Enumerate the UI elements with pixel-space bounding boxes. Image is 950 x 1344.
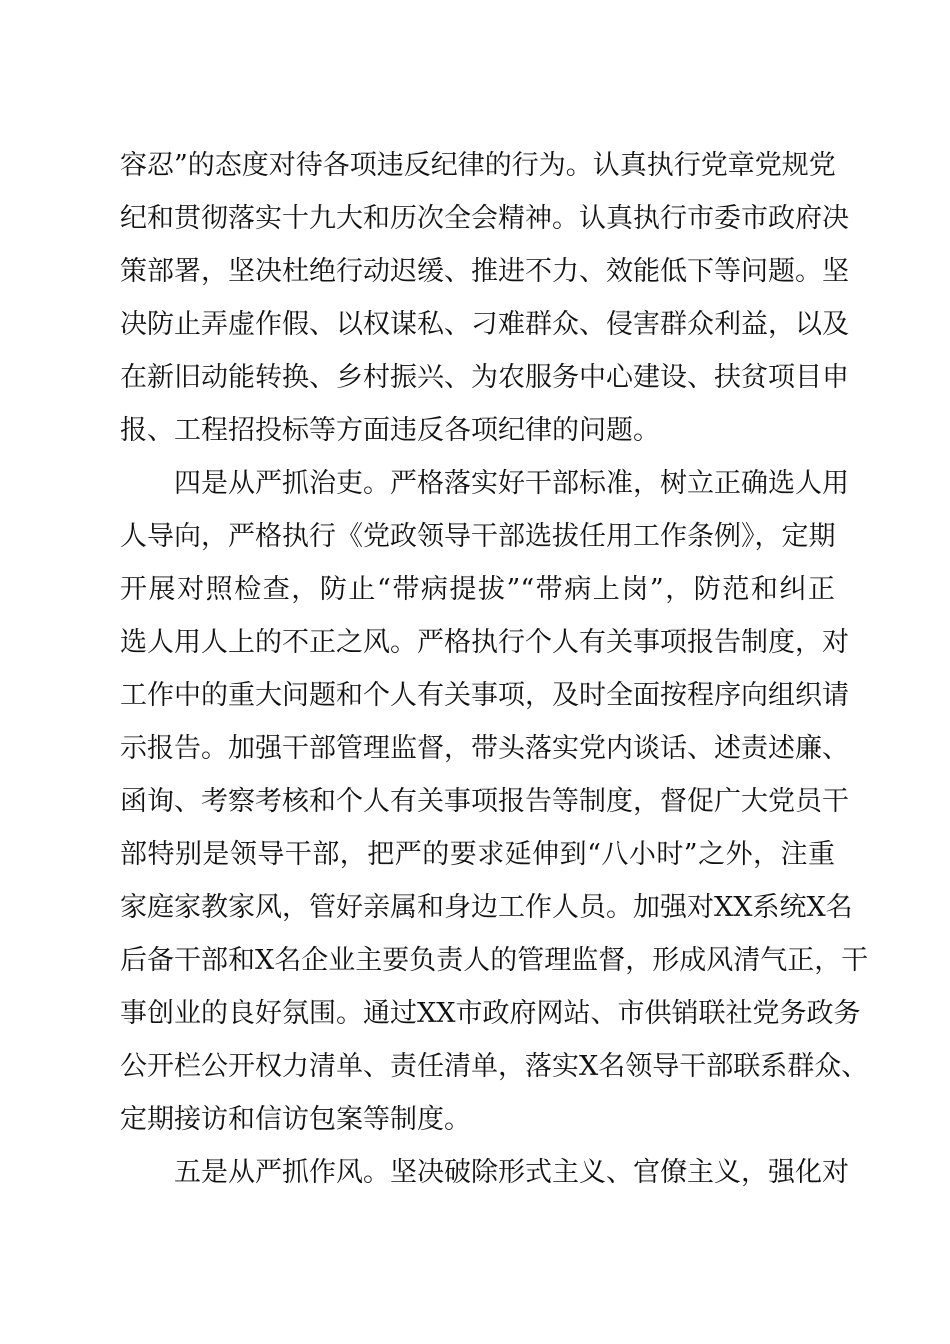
- text-line: 后备干部和X名企业主要负责人的管理监督，形成风清气正，干: [120, 945, 869, 976]
- text-line: 决防止弄虚作假、以权谋私、刁难群众、侵害群众利益，以及: [120, 309, 849, 340]
- text-line: 人导向，严格执行《党政领导干部选拔任用工作条例》，定期: [120, 521, 836, 552]
- paragraph-start-line: 五是从严抓作风。坚决破除形式主义、官僚主义，强化对: [174, 1157, 849, 1188]
- text-line: 报、工程招投标等方面违反各项纪律的问题。: [120, 415, 660, 446]
- text-line: 纪和贯彻落实十九大和历次全会精神。认真执行市委市政府决: [120, 203, 849, 234]
- text-line: 公开栏公开权力清单、责任清单，落实X名领导干部联系群众、: [120, 1051, 869, 1082]
- text-line: 家庭家教家风，管好亲属和身边工作人员。加强对XX系统X名: [120, 892, 853, 923]
- text-line: 开展对照检查，防止“带病提拔”“带病上岗”，防范和纠正: [120, 574, 835, 605]
- text-line: 事创业的良好氛围。通过XX市政府网站、市供销联社党务政务: [120, 998, 861, 1029]
- text-line: 示报告。加强干部管理监督，带头落实党内谈话、述责述廉、: [120, 733, 849, 764]
- text-line: 函询、考察考核和个人有关事项报告等制度，督促广大党员干: [120, 786, 849, 817]
- text-line: 策部署，坚决杜绝行动迟缓、推进不力、效能低下等问题。坚: [120, 256, 849, 287]
- text-line: 容忍”的态度对待各项违反纪律的行为。认真执行党章党规党: [120, 150, 836, 181]
- paragraph-start-line: 四是从严抓治吏。严格落实好干部标准，树立正确选人用: [174, 468, 849, 499]
- body-text: [120, 139, 869, 1199]
- text-line: 部特别是领导干部，把严的要求延伸到“八小时”之外，注重: [120, 839, 835, 870]
- text-line: 工作中的重大问题和个人有关事项，及时全面按程序向组织请: [120, 680, 849, 711]
- text-line: 选人用人上的不正之风。严格执行个人有关事项报告制度，对: [120, 627, 849, 658]
- text-line: 定期接访和信访包案等制度。: [120, 1104, 471, 1135]
- text-line: 在新旧动能转换、乡村振兴、为农服务中心建设、扶贫项目申: [120, 362, 849, 393]
